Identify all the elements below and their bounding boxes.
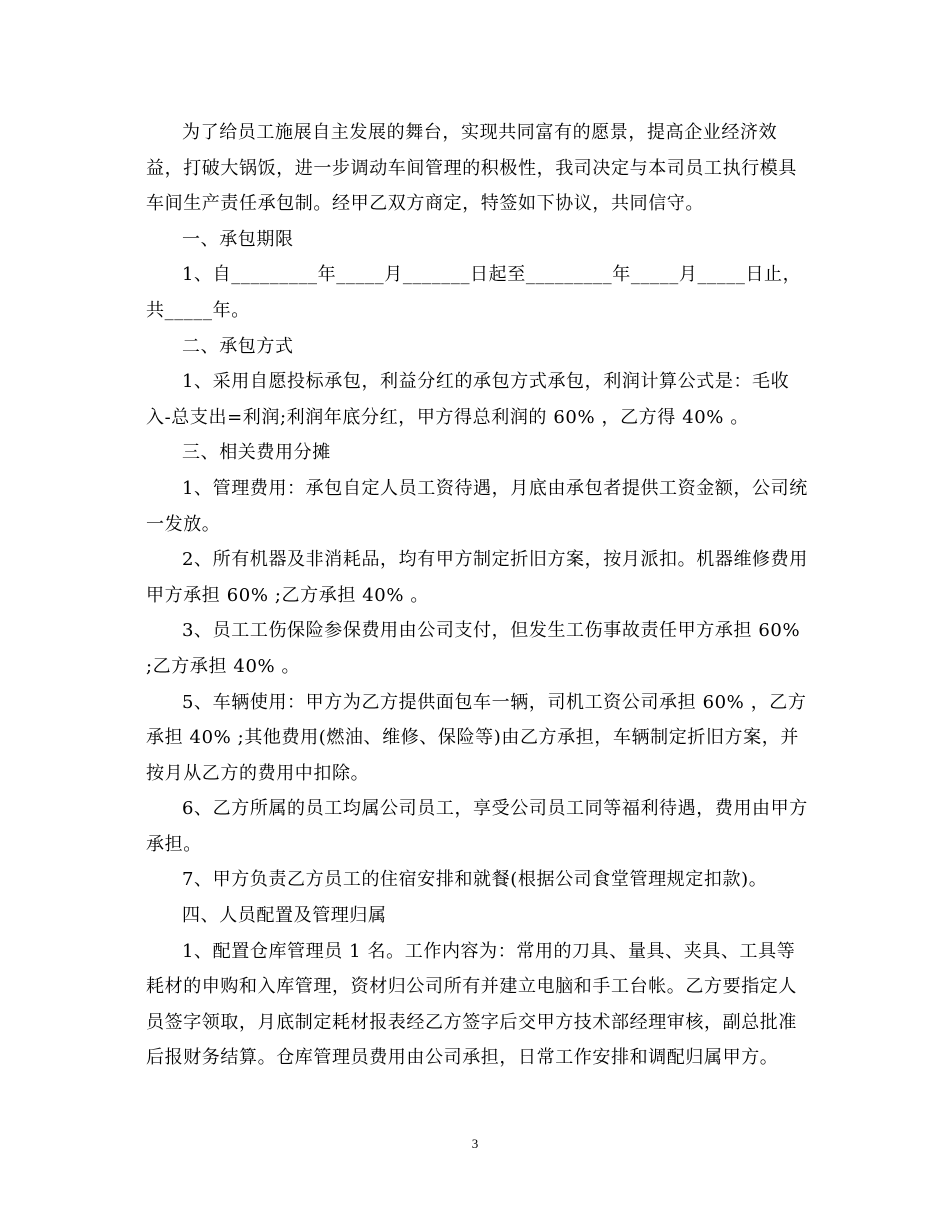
paragraph-accommodation: 7、甲方负责乙方员工的住宿安排和就餐(根据公司食堂管理规定扣款)。 (182, 869, 768, 891)
heading-staffing: 四、人员配置及管理归属 (182, 905, 387, 927)
paragraph-term-dates: 1、自_________年_____月_______日起至_________年_____月_____日止，共_____年。 (146, 264, 802, 321)
paragraph-employee-benefits: 6、乙方所属的员工均属公司员工，享受公司员工同等福利待遇，费用由甲方承担。 (146, 798, 808, 855)
paragraph-machine-costs: 2、所有机器及非消耗品，均有甲方制定折旧方案，按月派扣。机器维修费用甲方承担 60% ;乙方承担 40% 。 (146, 549, 808, 606)
paragraph-profit-formula: 1、采用自愿投标承包，利益分红的承包方式承包，利润计算公式是：毛收入-总支出=利润;利润年底分红，甲方得总利润的 60% ，乙方得 40% 。 (146, 371, 790, 428)
paragraph-injury-insurance: 3、员工工伤保险参保费用由公司支付，但发生工伤事故责任甲方承担 60% ;乙方承担 40% 。 (146, 620, 807, 677)
paragraph-warehouse-manager: 1、配置仓库管理员 1 名。工作内容为：常用的刀具、量具、夹具、工具等耗材的申购和入库管理，资材归公司所有并建立电脑和手工台帐。乙方要指定人员签字领取，月底制定耗材报表经乙方签字后交甲方技术部经理审核，副总批准后报财务结算。仓库管理员费用由公司承担，日常工作安排和调配归属甲方。 (146, 940, 797, 1069)
paragraph-vehicle-use: 5、车辆使用：甲方为乙方提供面包车一辆，司机工资公司承担 60% ，乙方承担 40% ;其他费用(燃油、维修、保险等)由乙方承担，车辆制定折旧方案，并按月从乙方的费用中扣除。 (146, 691, 807, 784)
heading-cost-sharing: 三、相关费用分摊 (182, 442, 331, 464)
heading-contract-method: 二、承包方式 (182, 335, 294, 357)
heading-contract-term: 一、承包期限 (182, 228, 294, 250)
paragraph-intro: 为了给员工施展自主发展的舞台，实现共同富有的愿景，提高企业经济效益，打破大锅饭，进一步调动车间管理的积极性，我司决定与本司员工执行模具车间生产责任承包制。经甲乙双方商定，特签如下协议，共同信守。 (146, 122, 797, 215)
paragraph-management-fees: 1、管理费用：承包自定人员工资待遇，月底由承包者提供工资金额，公司统一发放。 (146, 477, 808, 535)
page-number: 3 (471, 1136, 479, 1151)
document-body (146, 115, 812, 1076)
